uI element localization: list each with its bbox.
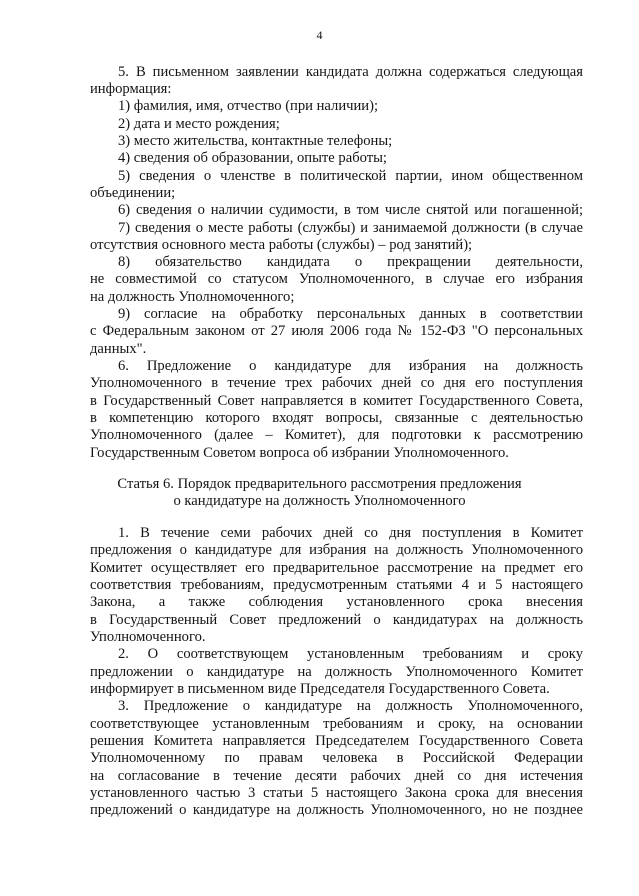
text-line: 5. В письменном заявлении кандидата должна содержаться следующая xyxy=(118,64,583,80)
text-line: Уполномоченного (далее – Комитет), для подготовки к рассмотрению xyxy=(90,427,583,443)
article-heading: о кандидатуре на должность Уполномоченного xyxy=(173,493,466,509)
text-line: информация: xyxy=(90,81,172,97)
text-line: Закона, а также соблюдения установленного срока внесения xyxy=(90,594,583,610)
text-line: 1. В течение семи рабочих дней со дня поступления в Комитет xyxy=(118,525,583,541)
text-line: в Государственный Совет направляется в комитет Государственного Совета, xyxy=(90,393,583,409)
text-line: соответствия требованиям, предусмотренным статьями 4 и 5 настоящего xyxy=(90,577,583,593)
page-number: 4 xyxy=(316,28,323,42)
text-line: Уполномоченному по правам человека в Российской Федерации xyxy=(90,750,583,766)
text-line: установленного частью 3 статьи 5 настоящего Закона срока для внесения xyxy=(90,785,583,801)
text-line: предложении о кандидатуре на должность Уполномоченного Комитет xyxy=(90,664,583,680)
text-line: решения Комитета направляется Председателем Государственного Совета xyxy=(90,733,583,749)
text-line: 8) обязательство кандидата о прекращении деятельности, xyxy=(118,254,583,270)
text-line: в компетенцию которого входят вопросы, связанные с деятельностью xyxy=(90,410,583,426)
text-line: 6. Предложение о кандидатуре для избрания на должность xyxy=(118,358,583,374)
text-line: на согласование в течение десяти рабочих дней со дня истечения xyxy=(90,768,583,784)
text-line: предложений о кандидатуре на должность Уполномоченного, но не позднее xyxy=(90,802,583,818)
text-line: 4) сведения об образовании, опыте работы; xyxy=(118,150,387,166)
text-line: 7) сведения о месте работы (службы) и занимаемой должности (в случае xyxy=(118,220,583,236)
text-line: 2. О соответствующем установленным требованиям и сроку xyxy=(118,646,583,662)
text-line: Государственным Советом вопроса об избрании Уполномоченного. xyxy=(90,445,509,461)
text-line: отсутствия основного места работы (службы) – род занятий); xyxy=(90,237,473,253)
text-line: 6) сведения о наличии судимости, в том числе снятой или погашенной; xyxy=(118,202,583,218)
article-heading: Статья 6. Порядок предварительного рассмотрения предложения xyxy=(117,476,522,492)
text-line: 9) согласие на обработку персональных данных в соответствии xyxy=(118,306,583,322)
text-line: 3) место жительства, контактные телефоны; xyxy=(118,133,393,149)
text-line: Уполномоченного. xyxy=(90,629,206,645)
text-line: соответствующее установленным требованиям и сроку, на основании xyxy=(90,716,583,732)
text-line: с Федеральным законом от 27 июля 2006 года № 152-ФЗ "О персональных xyxy=(90,323,583,339)
text-line: Комитет осуществляет его предварительное рассмотрение на предмет его xyxy=(90,560,583,576)
text-line: данных". xyxy=(90,341,147,357)
text-line: 1) фамилия, имя, отчество (при наличии); xyxy=(118,98,379,114)
text-line: 2) дата и место рождения; xyxy=(118,116,280,132)
text-line: 5) сведения о членстве в политической партии, ином общественном xyxy=(118,168,583,184)
text-line: на должность Уполномоченного; xyxy=(90,289,295,305)
text-line: 3. Предложение о кандидатуре на должность Уполномоченного, xyxy=(118,698,583,714)
text-line: Уполномоченного в течение трех рабочих дней со дня его поступления xyxy=(90,375,583,391)
text-line: предложения о кандидатуре для избрания на должность Уполномоченного xyxy=(90,542,583,558)
text-line: в Государственный Совет предложений о кандидатурах на должность xyxy=(90,612,583,628)
text-line: объединении; xyxy=(90,185,176,201)
text-line: информирует в письменном виде Председателя Государственного Совета. xyxy=(90,681,550,697)
text-line: не совместимой со статусом Уполномоченного, в случае его избрания xyxy=(90,271,583,287)
